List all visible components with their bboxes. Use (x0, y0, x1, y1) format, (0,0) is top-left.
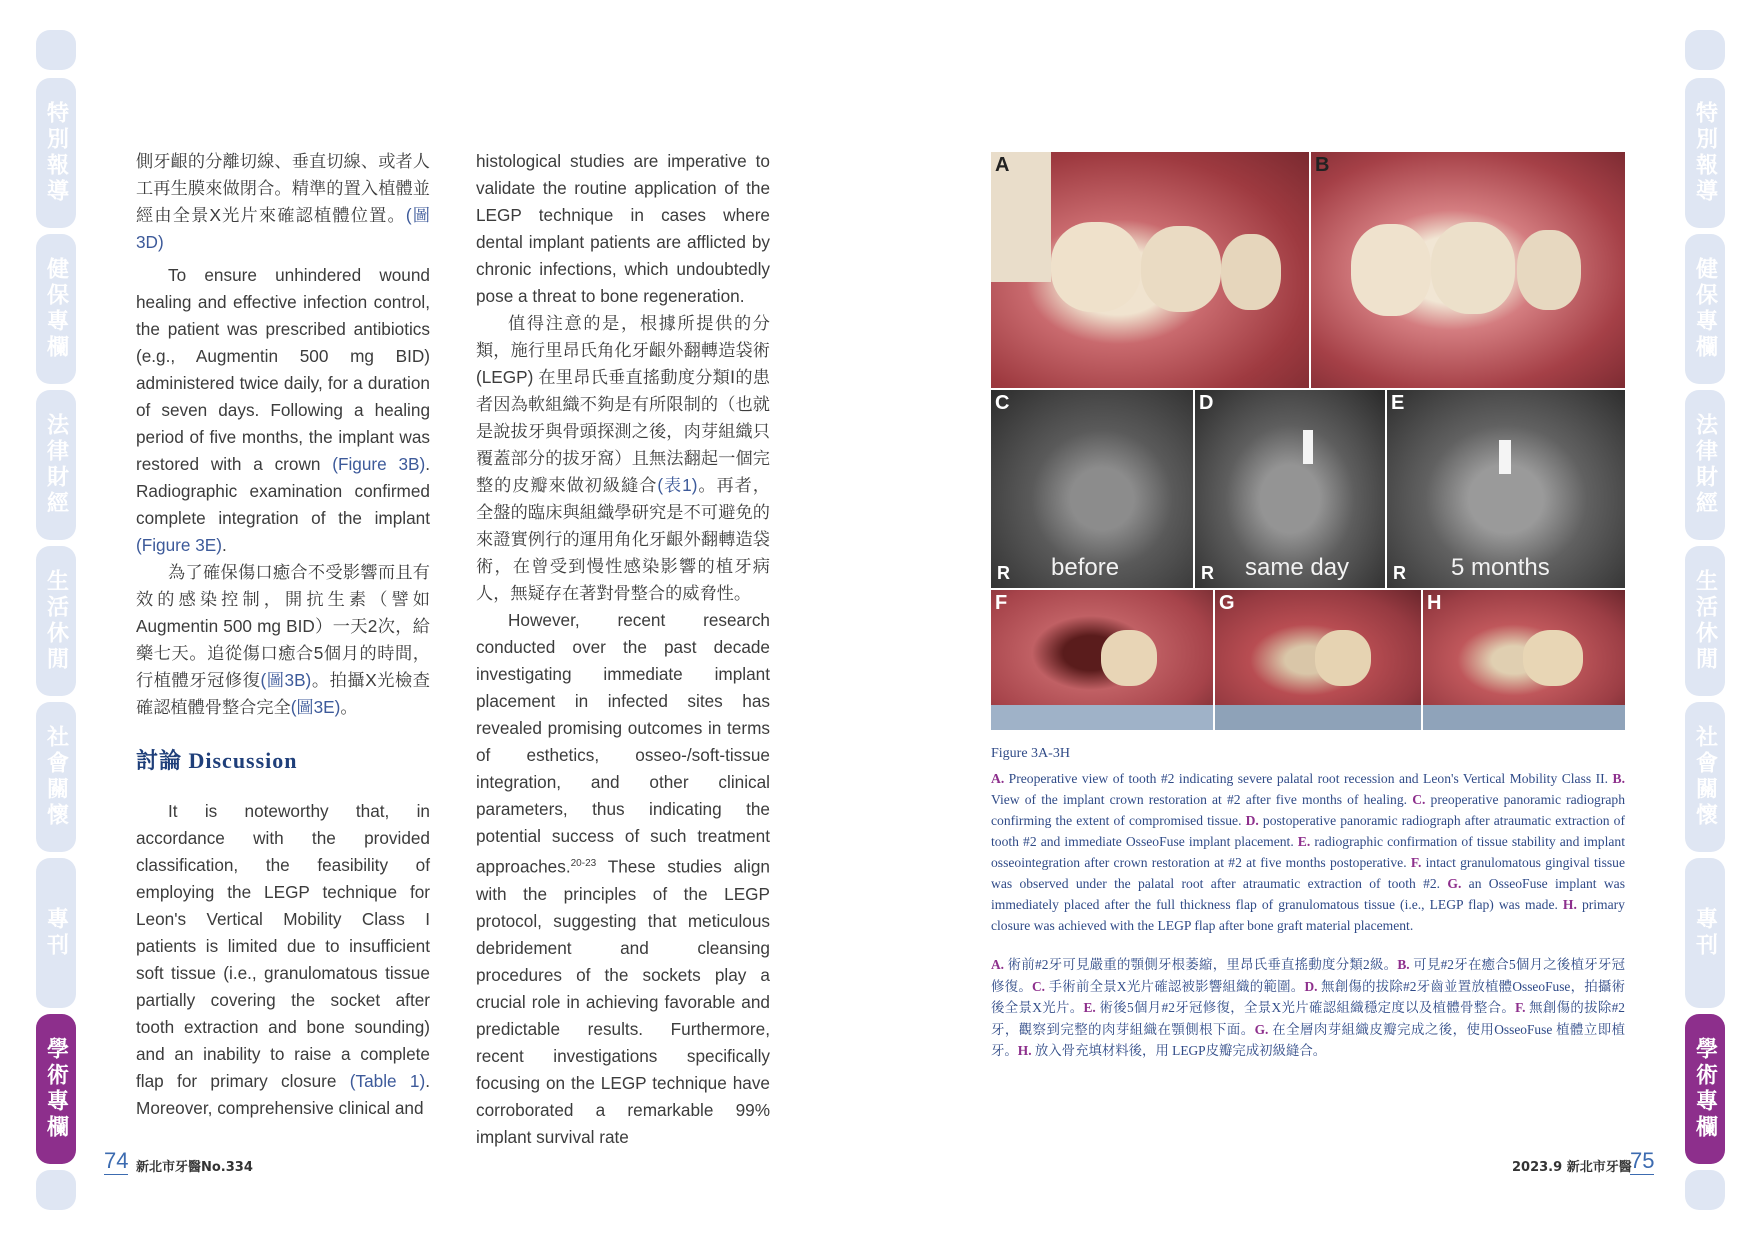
tab-cap-bottom (36, 1170, 76, 1210)
paragraph-zh-1: 側牙齦的分離切線、垂直切線、或者人工再生膜來做閉合。精準的置入植體並經由全景X光片來確認植體位置。(圖3D) (136, 151, 430, 252)
panel-c-xray (991, 390, 1193, 588)
tab-special-report[interactable]: 特別報導 (36, 78, 76, 228)
tab-cap-top (1685, 30, 1725, 70)
table-ref[interactable]: (Table 1) (349, 1071, 426, 1091)
tooth-shape (1517, 230, 1581, 310)
left-column-1 (136, 148, 430, 1122)
caption-english: A. Preoperative view of tooth #2 indicating severe palatal root recession and Leon's Vertical Mobility Class II. B. View of the implant crown restoration at #2 after five months of healing. C. preoperative panoramic radiograph confirming the extent of compromised tissue. D. postoperative panoramic radiograph after atraumatic extraction of tooth #2 and immediate OsseoFuse implant placement. E. radiographic confirmation of tissue stability and implant osseointegration after crown restoration at #2 at five months postoperative. F. intact granulomatous gingival tissue was observed under the palatal root after atraumatic extraction of tooth #2. G. an OsseoFuse implant was immediately placed after the full thickness flap of granulomatous tissue (i.e., LEGP flap) was made. H. primary closure was achieved with the LEGP flap after bone graft material placement. (991, 771, 1625, 933)
figure-ref[interactable]: (Figure 3B) (332, 454, 426, 474)
page-number-left: 74 (104, 1148, 129, 1173)
panel-label-f: F (995, 592, 1008, 614)
panel-label-c: C (995, 392, 1010, 414)
panel-label-g: G (1219, 592, 1235, 614)
tab-special-issue[interactable]: 專刊 (1685, 858, 1725, 1008)
panel-label-h: H (1427, 592, 1442, 614)
xray-label-5-months: 5 months (1451, 554, 1550, 581)
tab-law-finance[interactable]: 法律財經 (36, 390, 76, 540)
implant-shape (1303, 430, 1313, 464)
tooth-shape (1221, 234, 1281, 310)
panel-label-b: B (1315, 154, 1330, 176)
tooth-shape (1315, 630, 1371, 686)
panel-label-a: A (995, 154, 1010, 176)
tooth-shape (1431, 222, 1515, 314)
tab-leisure[interactable]: 生活休閒 (1685, 546, 1725, 696)
radiograph-r-marker: R (997, 563, 1010, 583)
panel-e-xray (1387, 390, 1625, 588)
figure-caption (991, 746, 1625, 1062)
panel-g-photo (1215, 590, 1421, 730)
tab-law-finance[interactable]: 法律財經 (1685, 390, 1725, 540)
paragraph-en-2: It is noteworthy that, in accordance with the provided classification, the feasibility of employing the LEGP technique for Leon's Vertical Mobility Class I patients is limited due to insufficient soft tissue (i.e., granulomatous tissue partially covering the socket after tooth extraction and bone sounding) and an inability to raise a complete flap for primary closure (Table 1). Moreover, comprehensive clinical and (136, 801, 431, 1118)
tab-cap-top (36, 30, 76, 70)
tab-special-report[interactable]: 特別報導 (1685, 78, 1725, 228)
tab-health-insurance[interactable]: 健保專欄 (36, 234, 76, 384)
tab-academic-active[interactable]: 學術專欄 (1685, 1014, 1725, 1164)
journal-title-left: 新北市牙醫No.334 (136, 1160, 253, 1175)
tooth-shape (1141, 226, 1221, 312)
paragraph-zh-3: 值得注意的是，根據所提供的分類，施行里昂氏角化牙齦外翻轉造袋術(LEGP) 在里昂氏垂直搖動度分類Ⅰ的患者因為軟組織不夠是有所限制的（也就是說拔牙與骨頭探測之後，肉芽組織只覆蓋部分的拔牙窩）且無法翻起一個完整的皮瓣來做初級縫合(表1)。再者，全盤的臨床與組織學研究是不可避免的來證實例行的運用角化牙齦外翻轉造袋術，在曾受到慢性感染影響的植牙病人，無疑存在著對骨整合的威脅性。 (476, 313, 770, 603)
panel-b-photo (1311, 152, 1625, 388)
figure-ref[interactable]: (圖3B) (260, 670, 312, 690)
panel-a-photo (991, 152, 1309, 388)
tab-cap-bottom (1685, 1170, 1725, 1210)
radiograph-r-marker: R (1201, 563, 1214, 583)
radiograph-r-marker: R (1393, 563, 1406, 583)
caption-title: Figure 3A-3H (991, 746, 1070, 761)
tooth-shape (1051, 222, 1141, 312)
tab-social-care[interactable]: 社會關懷 (1685, 702, 1725, 852)
figure-ref[interactable]: (圖3E) (290, 697, 341, 717)
tab-academic-active[interactable]: 學術專欄 (36, 1014, 76, 1164)
tooth-shape (1523, 630, 1583, 686)
citation-superscript: 20-23 (570, 858, 597, 869)
paragraph-zh-2: 為了確保傷口癒合不受影響而且有效的感染控制，開抗生素（譬如Augmentin 500 mg BID）一天2次，給藥七天。追從傷口癒合5個月的時間，行植體牙冠修復(圖3B)。拍攝X光檢查確認植體骨整合完全(圖3E)。 (136, 562, 430, 717)
implant-shape (1499, 440, 1511, 474)
xray-label-same-day: same day (1245, 554, 1350, 581)
figure-ref[interactable]: (圖3D) (136, 205, 430, 252)
tooth-shape (1101, 630, 1157, 686)
crown-shape (1351, 224, 1431, 316)
tab-health-insurance[interactable]: 健保專欄 (1685, 234, 1725, 384)
left-section-tabs (36, 30, 76, 1210)
paragraph-en-3: histological studies are imperative to validate the routine application of the LEGP technique in cases where dental implant patients are afflicted by chronic infections, which undoubtedly pose a threat to bone regeneration. (476, 151, 770, 306)
figure-ref[interactable]: (Figure 3E) (136, 535, 222, 555)
tab-leisure[interactable]: 生活休閒 (36, 546, 76, 696)
panel-label-e: E (1391, 392, 1405, 414)
tab-social-care[interactable]: 社會關懷 (36, 702, 76, 852)
section-heading-discussion: 討論 Discussion (136, 748, 298, 773)
page-number-right: 75 (1630, 1148, 1655, 1173)
caption-chinese: A. 術前#2牙可見嚴重的顎側牙根萎縮，里昂氏垂直搖動度分類2級。B. 可見#2牙在癒合5個月之後植牙牙冠修復。C. 手術前全景X光片確認被影響組織的範圍。D. 無創傷的拔除#2牙齒並置放植體OsseoFuse，拍攝術後全景X光片。E. 術後5個月#2牙冠修復，全景X光片確認組織穩定度以及植體骨整合。F. 無創傷的拔除#2牙，觀察到完整的肉芽組織在顎側根下面。G. 在全層肉芽組織皮瓣完成之後，使用OsseoFuse 植體立即植牙。H. 放入骨充填材料後，用 LEGP皮瓣完成初級縫合。 (991, 957, 1626, 1058)
paragraph-en-4: However, recent research conducted over the past decade investigating immediate implant placement in infected sites has revealed promising outcomes in terms of esthetics, osseo-/soft-tissue integration, and other clinical parameters, thus indicating the potential success of such treatment approaches.$^{20-23}$ These studies align with the principles of the LEGP protocol, suggesting that meticulous debridement and cleansing procedures of the sockets play a crucial role in achieving favorable and predictable results. Furthermore, recent investigations specifically focusing on the LEGP technique have corroborated a remarkable 99% implant survival rate (476, 610, 770, 1147)
panel-h-photo (1423, 590, 1625, 730)
xray-label-before: before (1051, 554, 1120, 581)
paragraph-en-1: To ensure unhindered wound healing and effective infection control, the patient was prescribed antibiotics (e.g., Augmentin 500 mg BID) administered twice daily, for a duration of seven days. Following a healing period of five months, the implant was restored with a crown (Figure 3B). Radiographic examination confirmed complete integration of the implant (Figure 3E). (136, 265, 431, 555)
instrument-edge (1423, 705, 1625, 730)
right-section-tabs (1685, 30, 1725, 1210)
table-ref[interactable]: (表1) (657, 475, 698, 495)
panel-label-d: D (1199, 392, 1214, 414)
journal-date-right: 2023.9 新北市牙醫 (1512, 1160, 1632, 1175)
tab-special-issue[interactable]: 專刊 (36, 858, 76, 1008)
left-column-2 (476, 148, 770, 1151)
instrument-edge (1215, 705, 1421, 730)
panel-d-xray (1195, 390, 1385, 588)
glove-edge (991, 705, 1213, 730)
panel-f-photo (991, 590, 1213, 730)
